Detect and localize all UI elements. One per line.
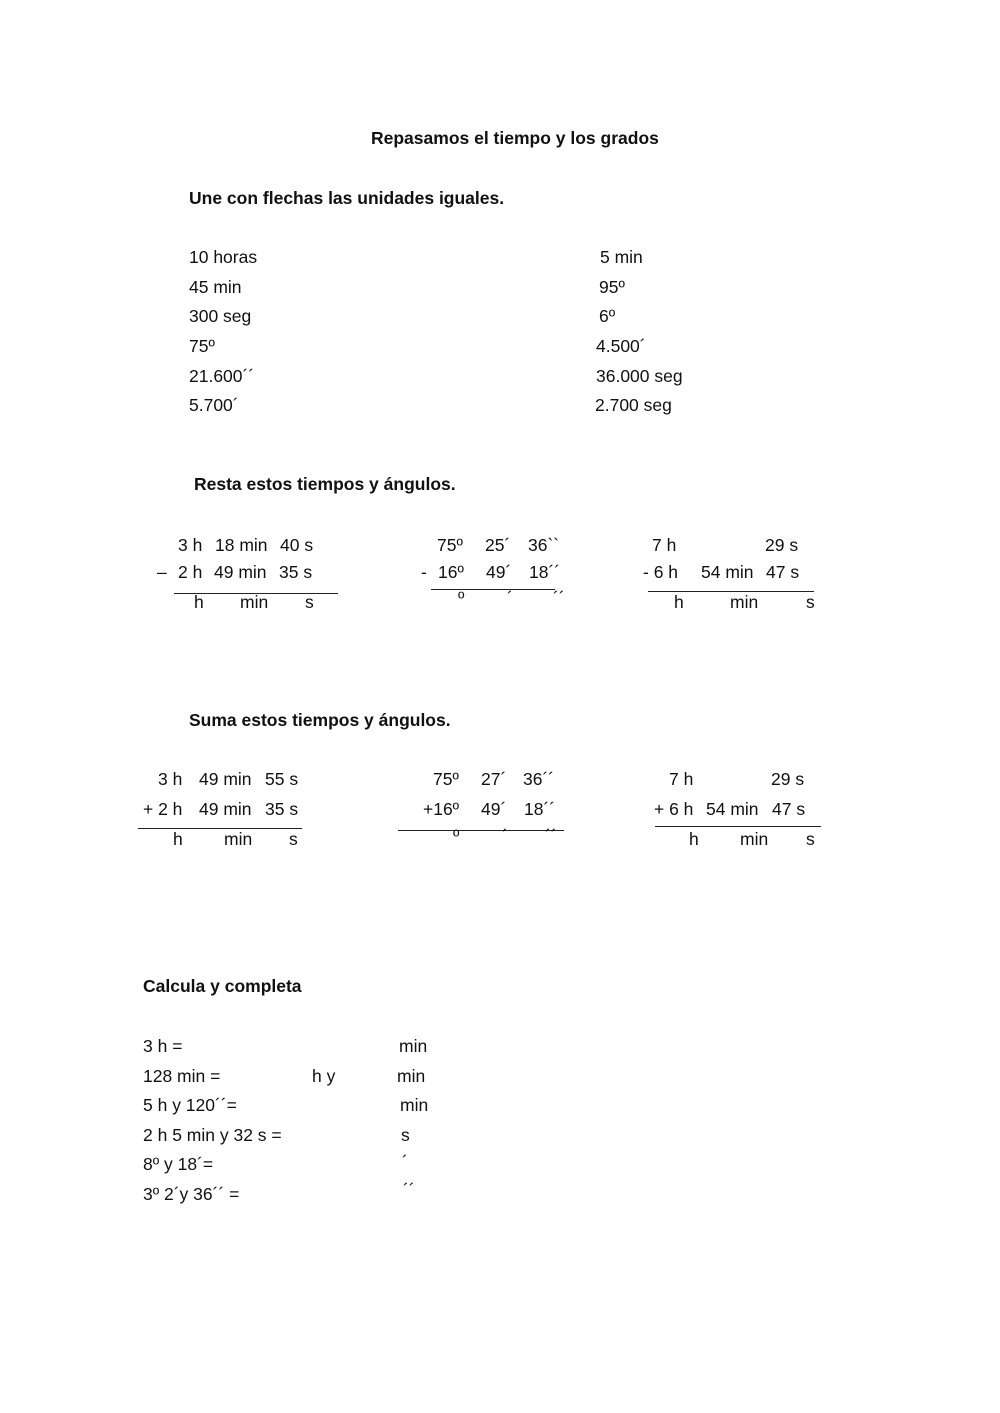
operand-value: 47 s — [766, 562, 800, 582]
operand-value: 49´ — [481, 799, 507, 819]
match-right-item: 4.500´ — [596, 336, 646, 356]
calcula-question: 8º y 18´= — [143, 1154, 214, 1174]
operand-value: 7 h — [669, 769, 694, 789]
operand-value: 49´ — [486, 562, 512, 582]
calcula-question: 5 h y 120´´= — [143, 1095, 237, 1115]
calcula-heading: Calcula y completa — [143, 976, 302, 996]
operand-value: 54 min — [701, 562, 754, 582]
result-unit: h — [689, 829, 699, 849]
match-right-item: 36.000 seg — [596, 366, 683, 386]
calcula-question: 2 h 5 min y 32 s = — [143, 1125, 282, 1145]
operand-value: 29 s — [765, 535, 799, 555]
operand-value: 75º — [437, 535, 463, 555]
operand-value: 29 s — [771, 769, 805, 789]
operand-value: 47 s — [772, 799, 806, 819]
result-unit: h — [194, 592, 204, 612]
calcula-question: 3 h = — [143, 1036, 183, 1056]
result-unit: s — [305, 592, 314, 612]
match-left-item: 10 horas — [189, 247, 258, 267]
calcula-unit: ´ — [402, 1152, 408, 1172]
operand-value: 16º — [438, 562, 464, 582]
calcula-unit: min — [397, 1066, 426, 1086]
calcula-mid-label: h y — [312, 1066, 336, 1086]
operand-value: 49 min — [199, 799, 252, 819]
result-line — [655, 826, 821, 827]
operand-value: 54 min — [706, 799, 759, 819]
result-unit: º — [453, 826, 460, 846]
result-unit: ´´ — [545, 826, 557, 846]
result-unit: min — [224, 829, 253, 849]
match-left-item: 5.700´ — [189, 395, 239, 415]
match-right-item: 5 min — [600, 247, 643, 267]
result-unit: º — [458, 588, 465, 608]
operand-value: 36´´ — [523, 769, 555, 789]
operand-value: 18´´ — [529, 562, 561, 582]
calcula-unit: min — [399, 1036, 428, 1056]
operand-value: 55 s — [265, 769, 299, 789]
operand-value: 3 h — [158, 769, 183, 789]
page-title: Repasamos el tiempo y los grados — [371, 128, 659, 148]
match-right-item: 95º — [599, 277, 625, 297]
match-left-item: 300 seg — [189, 306, 252, 326]
result-line — [138, 828, 302, 829]
result-unit: s — [806, 592, 815, 612]
operand-value: 36`` — [528, 535, 560, 555]
match-left-item: 45 min — [189, 277, 242, 297]
operand-value: 7 h — [652, 535, 677, 555]
operand-value: 3 h — [178, 535, 203, 555]
match-heading: Une con flechas las unidades iguales. — [189, 188, 505, 208]
match-left-item: 75º — [189, 336, 215, 356]
minus-sign: – — [157, 562, 167, 582]
operand-value: 35 s — [279, 562, 313, 582]
result-unit: s — [289, 829, 298, 849]
calcula-question: 3º 2´y 36´´ = — [143, 1184, 240, 1204]
operand-value: 27´ — [481, 769, 507, 789]
calcula-unit: s — [401, 1125, 410, 1145]
operand-value: 40 s — [280, 535, 314, 555]
plus-sign: +16º — [423, 799, 460, 819]
result-unit: min — [730, 592, 759, 612]
plus-sign: + 6 h — [654, 799, 694, 819]
result-unit: h — [173, 829, 183, 849]
operand-value: 75º — [433, 769, 459, 789]
suma-heading: Suma estos tiempos y ángulos. — [189, 710, 451, 730]
minus-sign: - 6 h — [643, 562, 679, 582]
operand-value: 18´´ — [524, 799, 556, 819]
resta-heading: Resta estos tiempos y ángulos. — [194, 474, 456, 494]
minus-sign: - — [421, 562, 427, 582]
calcula-unit: min — [400, 1095, 429, 1115]
calcula-unit: ´´ — [403, 1180, 415, 1200]
operand-value: 25´ — [485, 535, 511, 555]
match-left-item: 21.600´´ — [189, 366, 255, 386]
operand-value: 49 min — [199, 769, 252, 789]
result-line — [398, 830, 564, 831]
result-unit: ´ — [507, 588, 513, 608]
operand-value: 35 s — [265, 799, 299, 819]
operand-value: 2 h — [178, 562, 203, 582]
calcula-question: 128 min = — [143, 1066, 221, 1086]
result-unit: min — [240, 592, 269, 612]
result-unit: ´ — [502, 826, 508, 846]
match-right-item: 2.700 seg — [595, 395, 672, 415]
result-unit: h — [674, 592, 684, 612]
match-right-item: 6º — [599, 306, 616, 326]
operand-value: 49 min — [214, 562, 267, 582]
operand-value: 18 min — [215, 535, 268, 555]
result-unit: s — [806, 829, 815, 849]
result-unit: min — [740, 829, 769, 849]
result-line — [431, 589, 555, 590]
result-unit: ´´ — [553, 588, 565, 608]
plus-sign: + 2 h — [143, 799, 183, 819]
